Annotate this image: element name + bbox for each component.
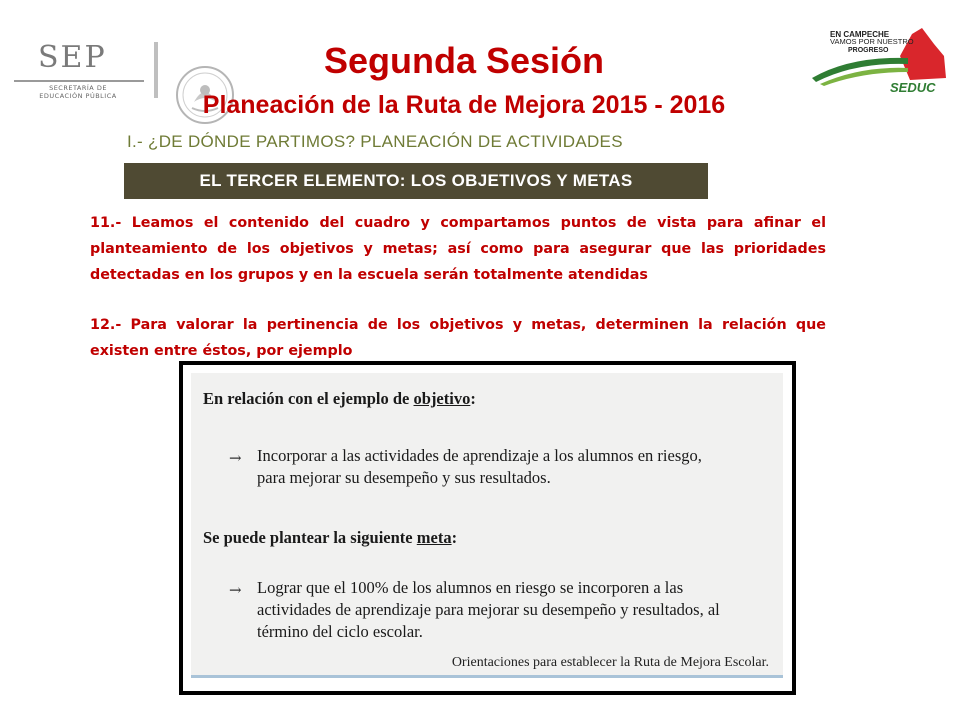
element-banner — [124, 163, 708, 199]
objective-heading-keyword: objetivo — [413, 389, 471, 408]
goal-heading-suffix: : — [451, 528, 458, 547]
goal-text-line1: Lograr que el 100% de los alumnos en riesgo se incorporen a las — [257, 578, 684, 597]
sep-logo-subtitle-line1: SECRETARÍA DE — [49, 84, 107, 92]
campeche-logo-line1: EN CAMPECHE — [830, 30, 890, 39]
goal-text — [257, 577, 720, 643]
goal-text-line3: término del ciclo escolar. — [257, 622, 423, 641]
sep-logo-text: SEP — [38, 40, 107, 75]
instruction-11: 11.- Leamos el contenido del cuadro y compartamos puntos de vista para afinar el planteamiento de los objetivos y metas; así como para asegurar que las prioridades detectadas en los grupos y en la escuela serán totalmente atendidas — [90, 215, 826, 283]
arrow-right-icon: → — [229, 449, 242, 467]
objective-heading — [203, 389, 476, 409]
goal-heading-prefix: Se puede plantear la siguiente — [203, 528, 417, 547]
campeche-logo-line2: VAMOS POR NUESTRO — [830, 37, 914, 46]
sep-logo-subtitle-line2: EDUCACIÓN PÚBLICA — [39, 92, 117, 100]
slide-subtitle: Planeación de la Ruta de Mejora 2015 - 2016 — [202, 91, 726, 119]
element-banner-label: EL TERCER ELEMENTO: LOS OBJETIVOS Y METAS — [199, 171, 633, 190]
goal-text-line2: actividades de aprendizaje para mejorar su desempeño y resultados, al — [257, 600, 720, 619]
arrow-right-icon: → — [229, 581, 242, 599]
example-box — [179, 361, 796, 695]
seduc-logo-text: SEDUC — [890, 80, 936, 95]
objective-text — [257, 445, 702, 489]
slide-title: Segunda Sesión — [323, 40, 605, 81]
goal-heading — [203, 528, 457, 548]
campeche-logo-line3: PROGRESO — [848, 47, 889, 54]
objective-text-line2: para mejorar su desempeño y sus resultados. — [257, 468, 551, 487]
objective-heading-suffix: : — [470, 389, 476, 408]
example-box-content — [191, 373, 783, 678]
section-heading: I.- ¿DE DÓNDE PARTIMOS? PLANEACIÓN DE ACTIVIDADES — [127, 132, 623, 151]
goal-heading-keyword: meta — [416, 528, 452, 547]
objective-heading-prefix: En relación con el ejemplo de — [203, 389, 414, 408]
objective-text-line1: Incorporar a las actividades de aprendizaje a los alumnos en riesgo, — [257, 446, 702, 465]
instruction-12: 12.- Para valorar la pertinencia de los objetivos y metas, determinen la relación que existen entre éstos, por ejemplo — [90, 317, 826, 359]
source-citation: Orientaciones para establecer la Ruta de Mejora Escolar. — [451, 655, 769, 670]
